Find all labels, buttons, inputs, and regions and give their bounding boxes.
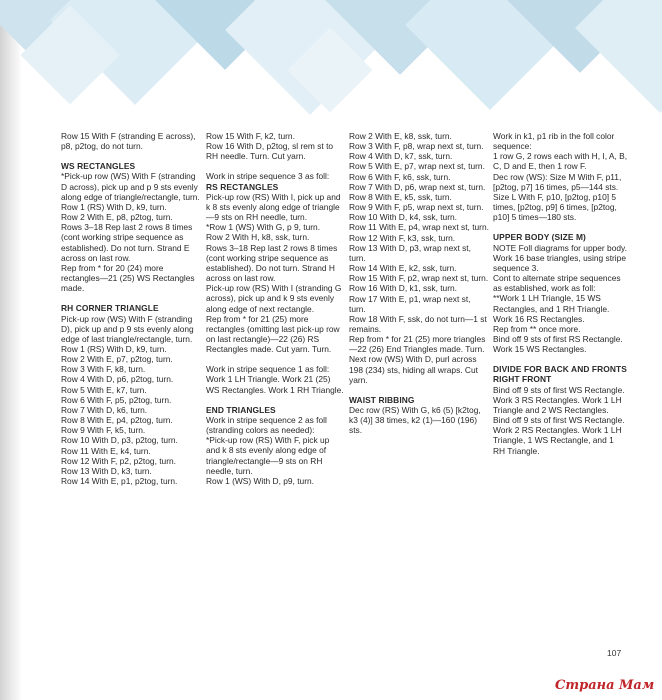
section-heading: WAIST RIBBING (349, 394, 415, 405)
paragraph: Dec row (WS): Size M With F, p11, [p2tog, p7] 16 times, p5—144 sts. (493, 171, 622, 192)
paragraph: Row 10 With D, p3, p2tog, turn. (61, 435, 178, 446)
paragraph: Row 3 With F, k8, turn. (61, 364, 146, 375)
paragraph: Row 1 (RS) With D, k9, turn. (61, 343, 167, 354)
paragraph: Row 12 With F, p2, p2tog, turn. (61, 455, 176, 466)
section-heading: RS RECTANGLES (206, 181, 279, 192)
paragraph: *Pick-up row (WS) With F (stranding D across), pick up and p 9 sts evenly along edge of triangle/rectangle, turn. (61, 171, 200, 202)
paragraph: *Row 1 (WS) With G, p 9, turn. (206, 222, 321, 233)
paragraph: Pick-up row (RS) With I, pick up and k 8 sts evenly along edge of triangle—9 sts on RH needle, turn. (206, 191, 341, 223)
paragraph: Row 8 With E, p4, p2tog, turn. (61, 415, 173, 426)
paragraph: Pick-up row (RS) With I (stranding G across), pick up and k 9 sts evenly along edge of next rectangle. (206, 283, 342, 314)
paragraph: Row 4 With D, k7, ssk, turn. (349, 151, 453, 162)
paragraph: Row 3 With F, p8, wrap next st, turn. (349, 141, 484, 152)
paragraph: Row 13 With D, k3, turn. (61, 465, 152, 476)
paragraph: Work in stripe sequence 2 as foll (stranding colors as needed): (206, 414, 327, 436)
paragraph: Bind off 9 sts of first WS Rectangle. Work 2 RS Rectangles. Work 1 LH Triangle, 1 WS Rectangle, and 1 RH Triangle. (493, 415, 625, 456)
paragraph: Row 2 With E, p8, p2tog, turn. (61, 212, 173, 223)
paragraph: Rep from * for 21 (25) more triangles—22 (26) End Triangles made. Turn. (349, 334, 486, 355)
paragraph: Row 15 With F (stranding E across), p8, p2tog, do not turn. (61, 131, 196, 152)
text-column-2 (206, 131, 344, 486)
paragraph: Rep from * for 21 (25) more rectangles (omitting last pick-up row on last rectangle)—22 (26) RS Rectangles made. Cut yarn. Turn. (206, 313, 340, 355)
paragraph: Row 7 With D, k6, turn. (61, 404, 148, 415)
paragraph: Rows 3–18 Rep last 2 rows 8 times (cont working stripe sequence as established). Do not turn. Strand H across on last row. (206, 242, 338, 284)
paragraph: Row 14 With E, k2, ssk, turn. (349, 263, 457, 274)
paragraph: Cont to alternate stripe sequences as established, work as foll: (493, 273, 621, 294)
paragraph: Row 6 With F, k6, ssk, turn. (349, 171, 451, 182)
paragraph: Work in stripe sequence 3 as foll: (206, 171, 330, 182)
paragraph: **Work 1 LH Triangle, 15 WS Rectangles, and 1 RH Triangle. (493, 293, 610, 314)
paragraph: NOTE Foll diagrams for upper body. (493, 242, 627, 253)
paragraph: Rep from ** once more. (493, 323, 581, 334)
paragraph: Row 2 With E, k8, ssk, turn. (349, 131, 452, 141)
paragraph: Row 9 With F, k5, turn. (61, 425, 146, 436)
page-number: 107 (607, 648, 622, 658)
section-heading: END TRIANGLES (206, 404, 276, 415)
paragraph: Work 16 RS Rectangles. (493, 313, 585, 324)
paragraph: Row 16 With D, k1, ssk, turn. (349, 283, 457, 294)
paragraph: Row 1 (RS) With D, k9, turn. (61, 201, 167, 212)
paragraph: Row 7 With D, p6, wrap next st, turn. (349, 181, 486, 192)
paragraph: Row 14 With E, p1, p2tog, turn. (61, 476, 178, 486)
paragraph: Row 5 With E, k7, turn. (61, 384, 147, 395)
paragraph: Dec row (RS) With G, k6 (5) [k2tog, k3 (4)] 38 times, k2 (1)—160 (196) sts. (349, 405, 481, 436)
paragraph: Row 2 With E, p7, p2tog, turn. (61, 354, 173, 365)
paragraph: Row 1 (WS) With D, p9, turn. (206, 475, 314, 486)
paragraph: Row 9 With F, p5, wrap next st, turn. (349, 202, 484, 213)
paragraph: Row 8 With E, k5, ssk, turn. (349, 191, 452, 202)
text-column-3 (349, 131, 489, 436)
paragraph: Row 18 With F, ssk, do not turn—1 st remains. (349, 313, 487, 334)
section-heading: WS RECTANGLES (61, 161, 136, 172)
paragraph: Row 12 With F, k3, ssk, turn. (349, 232, 456, 243)
section-heading: RH CORNER TRIANGLE (61, 303, 159, 314)
text-column-1 (61, 131, 201, 486)
paragraph: 1 row G, 2 rows each with H, I, A, B, C, D and E, then 1 row F. (493, 151, 628, 172)
paragraph: Row 11 With E, p4, wrap next st, turn. (349, 222, 489, 233)
paragraph: Rep from * for 20 (24) more rectangles—21 (25) WS Rectangles made. (61, 262, 195, 294)
paragraph: Rows 3–18 Rep last 2 rows 8 times (cont working stripe sequence as established). Do not turn. Strand E across on last row. (61, 222, 193, 263)
section-heading: DIVIDE FOR BACK AND FRONTS (493, 364, 627, 375)
section-heading: UPPER BODY (SIZE M) (493, 232, 586, 243)
paragraph: Next row (WS) With D, purl across 198 (234) sts, hiding all wraps. Cut yarn. (349, 354, 478, 385)
paragraph: Work in k1, p1 rib in the foll color sequence: (493, 131, 615, 152)
paragraph: Work 16 base triangles, using stripe sequence 3. (493, 252, 626, 273)
paragraph: Pick-up row (WS) With F (stranding D), pick up and p 9 sts evenly along edge of last triangle/rectangle, turn. (61, 313, 194, 344)
paragraph: Row 17 With E, p1, wrap next st, turn. (349, 293, 471, 314)
paragraph: Work in stripe sequence 1 as foll: Work 1 LH Triangle. Work 21 (25) WS Rectangles. Work 1 RH Triangle. (206, 364, 344, 395)
paragraph: Row 11 With E, k4, turn. (61, 445, 151, 456)
paragraph: Row 16 With D, p2tog, sl rem st to RH needle. Turn. Cut yarn. (206, 141, 334, 162)
paragraph: Row 13 With D, p3, wrap next st, turn. (349, 242, 471, 263)
paragraph: Size L With F, p10, [p2tog, p10] 5 times, [p2tog, p9] 6 times, [p2tog, p10] 5 times—180 sts. (493, 191, 617, 223)
header-diamond-pattern (0, 0, 662, 128)
paragraph: Row 6 With F, p5, p2tog, turn. (61, 394, 172, 405)
text-column-4 (493, 131, 628, 456)
paragraph: Row 5 With E, p7, wrap next st, turn. (349, 161, 485, 172)
paragraph: Row 15 With F, p2, wrap next st, turn. (349, 273, 489, 284)
section-subheading: RIGHT FRONT (493, 374, 552, 385)
paragraph: Row 2 With H, k8, ssk, turn. (206, 232, 310, 243)
paragraph: Bind off 9 sts of first RS Rectangle. Work 15 WS Rectangles. (493, 333, 623, 355)
paragraph: Row 15 With F, k2, turn. (206, 131, 295, 141)
paragraph: Row 10 With D, k4, ssk, turn. (349, 212, 457, 223)
paragraph: Row 4 With D, p6, p2tog, turn. (61, 374, 174, 385)
paragraph: Bind off 9 sts of first WS Rectangle. Work 3 RS Rectangles. Work 1 LH Triangle and 2 WS Rectangles. (493, 384, 625, 415)
watermark-logo: Страна Мам (555, 678, 655, 693)
paragraph: *Pick-up row (RS) With F, pick up and k 8 sts evenly along edge of triangle/rectangle—9 sts on RH needle, turn. (206, 435, 330, 476)
